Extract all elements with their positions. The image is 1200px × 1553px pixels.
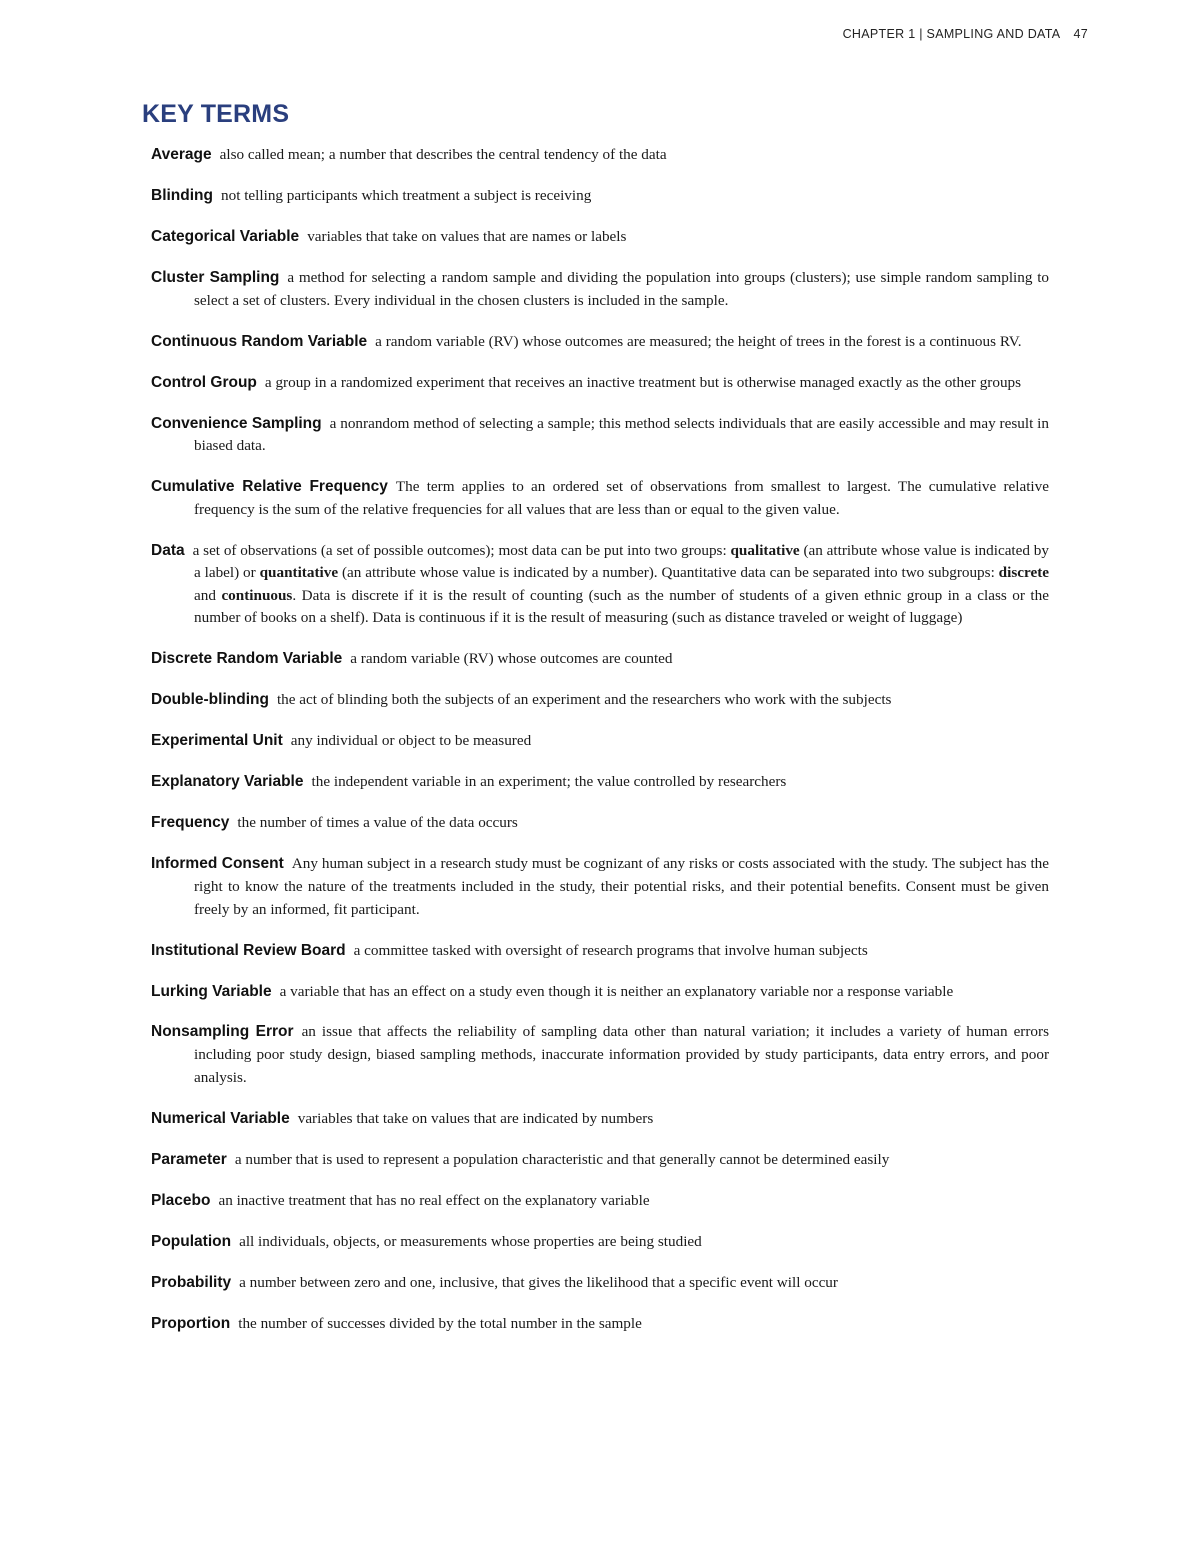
glossary-entry: [151, 771, 1049, 794]
glossary-entry: [151, 413, 1049, 458]
glossary-entry: [151, 1149, 1049, 1172]
glossary-term: Double-blinding: [151, 691, 269, 709]
glossary-term: Convenience Sampling: [151, 414, 322, 432]
glossary-term: Average: [151, 146, 212, 163]
definition-text: . Data is discrete if it is the result of counting (such as the number of students of a given ethnic group in a class or the number of books on a shelf). Data is continuous if it is the result of measuring (such as distance traveled or weight of luggage): [194, 586, 1049, 627]
glossary-definition: [218, 1192, 649, 1209]
definition-emphasis: discrete: [998, 564, 1049, 582]
page-number: 47: [1073, 27, 1088, 41]
definition-emphasis: quantitative: [259, 564, 339, 582]
definition-text: a committee tasked with oversight of research programs that involve human subjects: [353, 941, 868, 959]
glossary-definition: [239, 1274, 838, 1291]
glossary-definition: [194, 415, 1049, 455]
glossary-definition: [291, 732, 531, 749]
glossary-entry: [151, 940, 1049, 963]
glossary-term: Nonsampling Error: [151, 1023, 294, 1041]
glossary-term: Explanatory Variable: [151, 773, 304, 791]
glossary-entry: [151, 540, 1049, 630]
glossary-definition: [265, 374, 1021, 391]
glossary-entry: [151, 730, 1049, 753]
glossary-definition: [280, 983, 954, 1000]
definition-text: Any human subject in a research study must be cognizant of any risks or costs associated with the study. The subject has the right to know the nature of the treatments included in the study, their potential risks, and their potential benefits. Consent must be given freely by an informed, fit participant.: [194, 855, 1049, 918]
glossary-term: Experimental Unit: [151, 732, 283, 750]
glossary-term: Informed Consent: [151, 855, 284, 873]
definition-text: a random variable (RV) whose outcomes are measured; the height of trees in the forest is a continuous RV.: [375, 332, 1022, 350]
glossary-entry: [151, 689, 1049, 712]
definition-text: (an attribute whose value is indicated by a label) or: [194, 541, 1049, 582]
definition-text: the act of blinding both the subjects of an experiment and the researchers who work with the subjects: [276, 691, 892, 709]
glossary-definition: [350, 650, 672, 667]
glossary-definition: [221, 187, 591, 204]
definition-text: a group in a randomized experiment that receives an inactive treatment but is otherwise managed exactly as the other groups: [264, 373, 1022, 391]
definition-text: (an attribute whose value is indicated by a number). Quantitative data can be separated into two subgroups:: [338, 564, 999, 582]
glossary-entry: [151, 1313, 1049, 1336]
glossary-definition: [277, 691, 892, 708]
glossary-term: Data: [151, 541, 185, 559]
definition-text: The term applies to an ordered set of observations from smallest to largest. The cumulative relative frequency is the sum of the relative frequencies for all values that are less than or equal to the given value.: [194, 478, 1049, 518]
definition-text: the independent variable in an experiment; the value controlled by researchers: [311, 773, 787, 791]
glossary-entry: [151, 1231, 1049, 1254]
glossary-entry: [151, 185, 1049, 208]
glossary-entry: [151, 981, 1049, 1004]
glossary-entry: [151, 1190, 1049, 1213]
glossary-term: Probability: [151, 1273, 232, 1291]
glossary-term: Blinding: [151, 186, 213, 204]
glossary-definition: [194, 1023, 1049, 1085]
definition-text: a random variable (RV) whose outcomes are counted: [350, 650, 673, 668]
definition-text: a method for selecting a random sample and dividing the population into groups (clusters); use simple random sampling to select a set of clusters. Every individual in the chosen clusters is included in the sample.: [194, 268, 1050, 309]
glossary-definition: [307, 228, 626, 245]
definition-text: the number of successes divided by the total number in the sample: [238, 1314, 642, 1332]
definition-emphasis: continuous: [221, 586, 293, 604]
glossary-term: Cumulative Relative Frequency: [151, 478, 388, 496]
glossary-entry: [151, 226, 1049, 249]
definition-text: all individuals, objects, or measurements whose properties are being studied: [239, 1232, 702, 1250]
glossary-term: Cluster Sampling: [151, 268, 280, 286]
glossary-term: Frequency: [151, 814, 230, 832]
glossary-term: Placebo: [151, 1191, 211, 1209]
definition-text: any individual or object to be measured: [290, 732, 532, 750]
glossary-entry: [151, 372, 1049, 395]
glossary-entry: [151, 853, 1049, 921]
glossary-entry: [151, 476, 1049, 521]
glossary-definition: [298, 1110, 654, 1127]
definition-emphasis: qualitative: [730, 541, 800, 559]
glossary-entry: [151, 1021, 1049, 1089]
glossary-term: Institutional Review Board: [151, 941, 346, 959]
running-header: [843, 27, 1088, 41]
glossary-entry: [151, 1108, 1049, 1131]
definition-text: also called mean; a number that describes the central tendency of the data: [219, 146, 667, 163]
glossary-entry: [151, 812, 1049, 835]
definition-text: a set of observations (a set of possible outcomes); most data can be put into two groups:: [192, 541, 731, 559]
definition-text: a variable that has an effect on a study even though it is neither an explanatory variable nor a response variable: [279, 982, 954, 1000]
section-title: KEY TERMS: [142, 100, 290, 128]
glossary-term: Population: [151, 1232, 232, 1250]
definition-text: not telling participants which treatment a subject is receiving: [221, 186, 592, 204]
chapter-label: CHAPTER 1 | SAMPLING AND DATA: [842, 27, 1060, 41]
glossary-term: Proportion: [151, 1314, 231, 1332]
glossary-term: Parameter: [151, 1150, 227, 1168]
glossary-definition: [354, 942, 868, 959]
definition-text: the number of times a value of the data occurs: [237, 814, 518, 832]
definition-text: a number that is used to represent a population characteristic and that generally cannot be determined easily: [234, 1150, 890, 1168]
definition-text: a nonrandom method of selecting a sample; this method selects individuals that are easily accessible and may result in biased data.: [194, 414, 1049, 455]
glossary-list: [151, 144, 1049, 1354]
definition-text: variables that take on values that are indicated by numbers: [297, 1109, 654, 1127]
glossary-definition: [235, 1151, 890, 1168]
glossary-entry: [151, 267, 1049, 312]
glossary-term: Numerical Variable: [151, 1109, 290, 1127]
definition-text: an issue that affects the reliability of sampling data other than natural variation; it includes a variety of human errors including poor study design, biased sampling methods, inaccurate information provided by study participants, data entry errors, and poor analysis.: [194, 1023, 1049, 1086]
glossary-definition: [220, 146, 667, 163]
glossary-term: Categorical Variable: [151, 227, 300, 245]
glossary-definition: [375, 333, 1021, 350]
glossary-definition: [194, 855, 1049, 917]
glossary-definition: [312, 773, 787, 790]
glossary-entry: [151, 1272, 1049, 1295]
definition-text: an inactive treatment that has no real effect on the explanatory variable: [218, 1191, 650, 1209]
glossary-definition: [238, 1315, 642, 1332]
glossary-entry: [151, 648, 1049, 671]
glossary-term: Lurking Variable: [151, 982, 272, 1000]
definition-text: variables that take on values that are names or labels: [307, 227, 627, 245]
glossary-definition: [239, 1233, 702, 1250]
glossary-term: Discrete Random Variable: [151, 650, 343, 668]
definition-text: a number between zero and one, inclusive, that gives the likelihood that a specific event will occur: [239, 1273, 838, 1291]
definition-text: and: [194, 586, 222, 604]
glossary-definition: [193, 542, 1049, 627]
glossary-term: Control Group: [151, 373, 257, 391]
glossary-entry: [151, 331, 1049, 354]
glossary-definition: [237, 814, 517, 831]
glossary-entry: [151, 144, 1049, 167]
glossary-definition: [194, 269, 1049, 309]
glossary-term: Continuous Random Variable: [151, 332, 368, 350]
